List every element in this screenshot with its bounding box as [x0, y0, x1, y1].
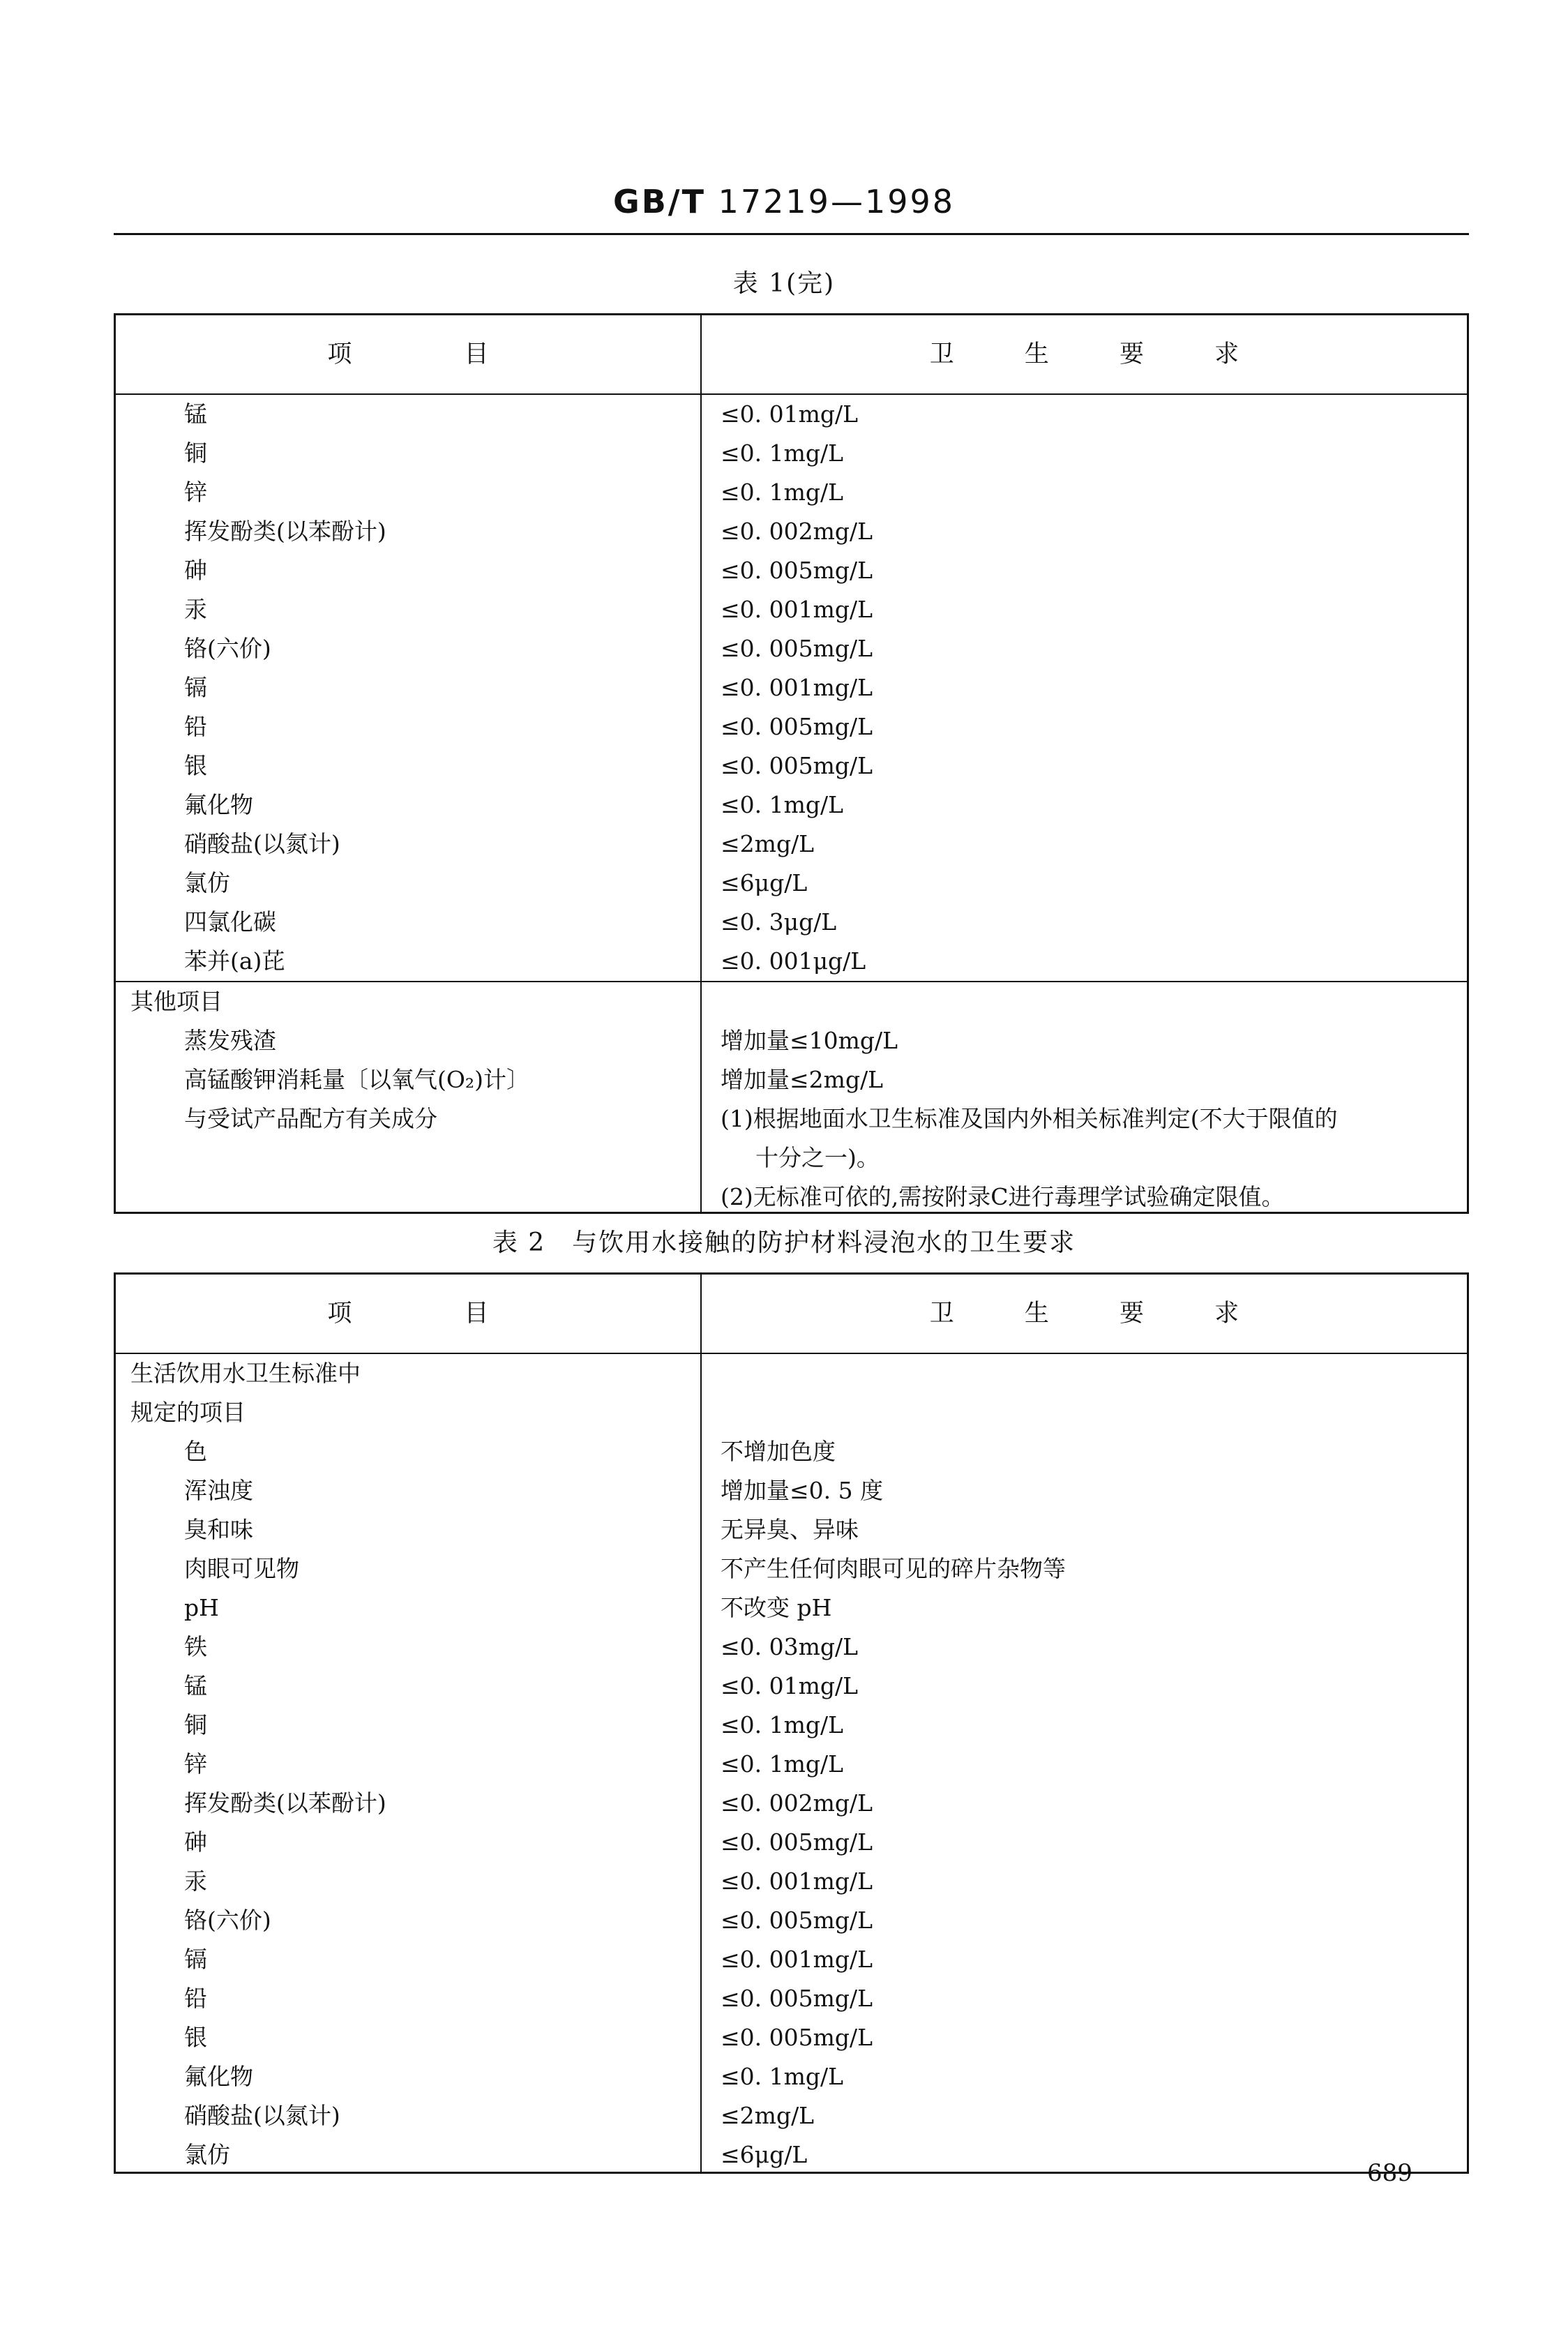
requirement-cell: ≤0. 005mg/L — [721, 1907, 873, 1934]
item-cell: 铁 — [184, 1633, 207, 1660]
item-cell: pH — [184, 1594, 219, 1621]
table-row — [116, 825, 1467, 864]
table-row — [116, 1784, 1467, 1823]
requirement-cell: ≤2mg/L — [721, 830, 815, 857]
document-header — [0, 183, 1568, 220]
item-cell — [184, 1178, 742, 1217]
item-cell: 镉 — [184, 674, 207, 701]
requirement-cell: ≤0. 001mg/L — [721, 1946, 873, 1973]
table-row — [116, 903, 1467, 942]
table-row — [116, 1139, 1467, 1178]
requirement-cell: ≤0. 1mg/L — [721, 1750, 844, 1778]
table1-header-row — [116, 315, 1467, 395]
table-row — [116, 1979, 1467, 2018]
item-cell: 铬(六价) — [184, 635, 271, 662]
standard-prefix: GB/T — [612, 183, 706, 220]
table1-body — [116, 395, 1467, 1217]
requirement-cell: ≤0. 1mg/L — [721, 440, 844, 467]
requirement-cell: (2)无标准可依的,需按附录C进行毒理学试验确定限值。 — [721, 1183, 1285, 1210]
table-row — [116, 1706, 1467, 1745]
table-row — [116, 864, 1467, 903]
requirement-cell: ≤0. 001mg/L — [721, 1868, 873, 1895]
table-row — [116, 1099, 1467, 1139]
table-section — [116, 395, 1467, 982]
item-cell: 铬(六价) — [184, 1907, 271, 1934]
item-cell: 硝酸盐(以氮计) — [184, 830, 340, 857]
standard-number: 17219—1998 — [718, 183, 956, 220]
requirement-cell: 不改变 pH — [721, 1594, 832, 1621]
requirement-cell: ≤0. 005mg/L — [721, 2024, 873, 2051]
item-cell: 氟化物 — [184, 2063, 253, 2090]
table1 — [114, 313, 1469, 1214]
requirement-cell: ≤0. 005mg/L — [721, 1828, 873, 1856]
table-row — [116, 1588, 1467, 1628]
table2-body — [116, 1354, 1467, 2174]
table-row — [116, 2057, 1467, 2096]
requirement-cell: ≤0. 1mg/L — [721, 791, 844, 818]
requirement-cell: ≤0. 001mg/L — [721, 674, 873, 701]
item-cell: 挥发酚类(以苯酚计) — [184, 1789, 386, 1817]
table-row — [116, 1745, 1467, 1784]
item-cell: 铅 — [184, 1985, 207, 2012]
item-cell: 四氯化碳 — [184, 908, 276, 936]
table-row — [116, 1393, 1467, 1432]
requirement-cell: ≤0. 1mg/L — [721, 1711, 844, 1738]
item-cell: 镉 — [184, 1946, 207, 1973]
table-row — [116, 1628, 1467, 1667]
item-cell: 锰 — [184, 400, 207, 428]
requirement-cell: ≤0. 3μg/L — [721, 908, 837, 936]
item-cell: 银 — [184, 2024, 207, 2051]
requirement-cell: ≤6μg/L — [721, 869, 808, 896]
requirement-cell — [721, 1393, 1456, 1432]
column-header-requirement: 卫 生 要 求 — [929, 1300, 1239, 1328]
table-row — [116, 2096, 1467, 2135]
item-cell: 氟化物 — [184, 791, 253, 818]
requirement-cell — [721, 982, 1456, 1021]
requirement-cell: 十分之一)。 — [755, 1144, 880, 1171]
requirement-cell: 增加量≤0. 5 度 — [721, 1477, 884, 1504]
requirement-cell: 增加量≤2mg/L — [721, 1066, 884, 1093]
item-cell: 铜 — [184, 1711, 207, 1738]
item-cell: 铅 — [184, 713, 207, 740]
table-row — [116, 473, 1467, 512]
table-row — [116, 1060, 1467, 1099]
item-cell: 铜 — [184, 440, 207, 467]
item-cell: 锌 — [184, 479, 207, 506]
item-cell: 砷 — [184, 557, 207, 584]
item-cell: 苯并(a)芘 — [184, 947, 285, 975]
item-cell: 浑浊度 — [184, 1477, 253, 1504]
item-cell: 规定的项目 — [130, 1399, 246, 1426]
table-row — [116, 395, 1467, 434]
table2 — [114, 1272, 1469, 2174]
column-header-item: 项 目 — [327, 1300, 489, 1328]
requirement-cell: ≤0. 005mg/L — [721, 635, 873, 662]
item-cell: 高锰酸钾消耗量〔以氧气(O₂)计〕 — [184, 1066, 530, 1093]
item-cell: 氯仿 — [184, 869, 230, 896]
item-cell: 挥发酚类(以苯酚计) — [184, 518, 386, 545]
requirement-cell: ≤0. 1mg/L — [721, 2063, 844, 2090]
table-row — [116, 1021, 1467, 1060]
table1-caption: 表 1(完) — [732, 269, 836, 298]
item-cell: 锰 — [184, 1672, 207, 1699]
table-row — [116, 942, 1467, 981]
table-row — [116, 551, 1467, 590]
item-cell: 硝酸盐(以氮计) — [184, 2102, 340, 2129]
header-rule — [114, 233, 1469, 235]
requirement-cell: 不产生任何肉眼可见的碎片杂物等 — [721, 1555, 1066, 1582]
table-row — [116, 1667, 1467, 1706]
table-row — [116, 786, 1467, 825]
item-cell: 汞 — [184, 596, 207, 623]
requirement-cell: ≤0. 002mg/L — [721, 518, 873, 545]
requirement-cell: ≤0. 005mg/L — [721, 1985, 873, 2012]
table-row — [116, 1901, 1467, 1940]
item-cell — [184, 1139, 742, 1178]
requirement-cell: ≤6μg/L — [721, 2141, 808, 2168]
requirement-cell: ≤0. 002mg/L — [721, 1789, 873, 1817]
item-cell: 汞 — [184, 1868, 207, 1895]
item-cell: 氯仿 — [184, 2141, 230, 2168]
table-section — [116, 1354, 1467, 2174]
table-row — [116, 1823, 1467, 1862]
table-row — [116, 2018, 1467, 2057]
item-cell: 色 — [184, 1438, 207, 1465]
requirement-cell: (1)根据地面水卫生标准及国内外相关标准判定(不大于限值的 — [721, 1105, 1338, 1132]
requirement-cell: 不增加色度 — [721, 1438, 836, 1465]
item-cell: 生活饮用水卫生标准中 — [130, 1360, 361, 1387]
item-cell: 蒸发残渣 — [184, 1027, 276, 1054]
table-row — [116, 512, 1467, 551]
table-row — [116, 1432, 1467, 1471]
requirement-cell: ≤0. 005mg/L — [721, 752, 873, 779]
item-cell: 与受试产品配方有关成分 — [184, 1105, 437, 1132]
requirement-cell: ≤0. 1mg/L — [721, 479, 844, 506]
requirement-cell: ≤0. 005mg/L — [721, 557, 873, 584]
table-row — [116, 1178, 1467, 1217]
requirement-cell: ≤2mg/L — [721, 2102, 815, 2129]
requirement-cell: 增加量≤10mg/L — [721, 1027, 898, 1054]
item-cell: 其他项目 — [130, 988, 223, 1015]
requirement-cell: ≤0. 01mg/L — [721, 1672, 859, 1699]
table-row — [116, 668, 1467, 707]
table-section — [116, 982, 1467, 1217]
requirement-cell: ≤0. 03mg/L — [721, 1633, 859, 1660]
table-row — [116, 1940, 1467, 1979]
page-number: 689 — [1367, 2159, 1412, 2187]
requirement-cell: ≤0. 001μg/L — [721, 947, 866, 975]
requirement-cell — [721, 1354, 1456, 1393]
requirement-cell: ≤0. 001mg/L — [721, 596, 873, 623]
table-row — [116, 590, 1467, 629]
table-row — [116, 746, 1467, 786]
column-header-item: 项 目 — [327, 340, 489, 368]
table2-caption: 表 2 与饮用水接触的防护材料浸泡水的卫生要求 — [492, 1229, 1076, 1257]
requirement-cell: ≤0. 01mg/L — [721, 400, 859, 428]
table-row — [116, 982, 1467, 1021]
table2-header-row — [116, 1275, 1467, 1354]
table-row — [116, 629, 1467, 668]
table-row — [116, 1510, 1467, 1549]
table-row — [116, 707, 1467, 746]
item-cell: 砷 — [184, 1828, 207, 1856]
table-row — [116, 1862, 1467, 1901]
table-row — [116, 1549, 1467, 1588]
table-row — [116, 2135, 1467, 2174]
item-cell: 臭和味 — [184, 1516, 253, 1543]
requirement-cell: ≤0. 005mg/L — [721, 713, 873, 740]
table-row — [116, 1354, 1467, 1393]
column-header-requirement: 卫 生 要 求 — [929, 340, 1239, 368]
requirement-cell: 无异臭、异味 — [721, 1516, 859, 1543]
table-row — [116, 1471, 1467, 1510]
table-row — [116, 434, 1467, 473]
item-cell: 银 — [184, 752, 207, 779]
item-cell: 肉眼可见物 — [184, 1555, 299, 1582]
item-cell: 锌 — [184, 1750, 207, 1778]
